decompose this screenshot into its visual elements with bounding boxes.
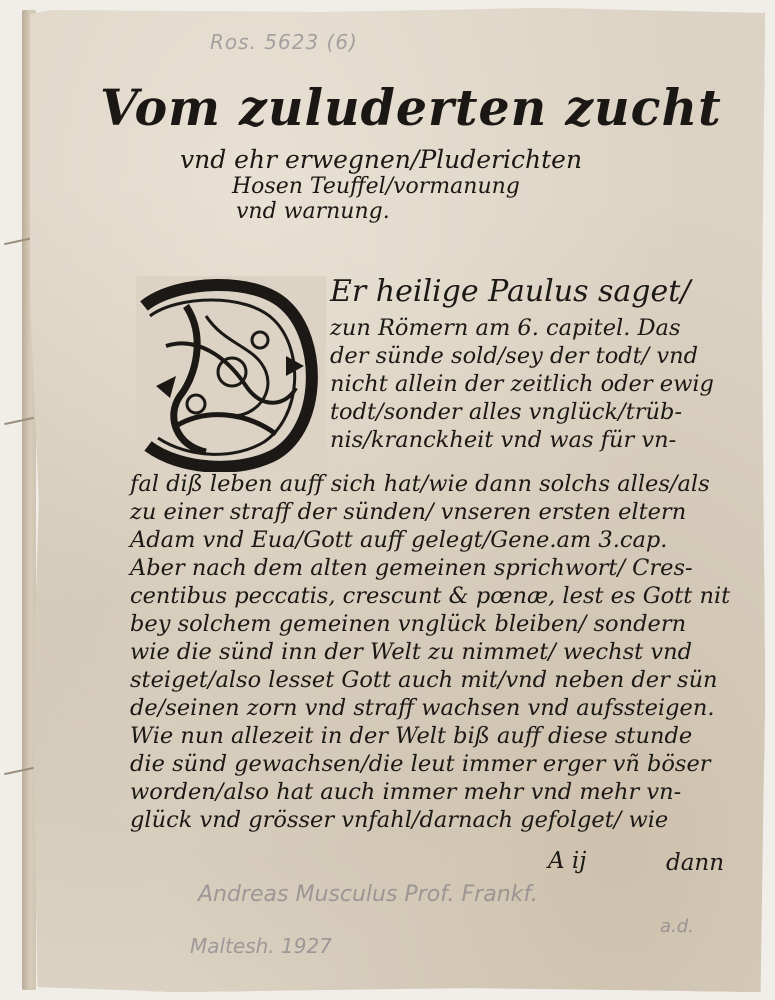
title-line-3: Hosen Teuffel/vormanung: [232, 174, 520, 199]
body-line: Aber nach dem alten gemeinen sprichwort/ Cres-: [130, 555, 693, 581]
body-line: nis/kranckheit vnd was für vn-: [330, 427, 677, 453]
handwritten-note: a.d.: [660, 916, 694, 937]
body-line: die sünd gewachsen/die leut immer erger vñ böser: [130, 751, 711, 777]
body-line: Wie nun allezeit in der Welt biß auff diese stunde: [130, 723, 693, 749]
title-line-4: vnd warnung.: [236, 199, 390, 224]
body-line: de/seinen zorn vnd straff wachsen vnd aufssteigen.: [130, 695, 715, 721]
decorated-initial-letter: [136, 276, 326, 472]
document-title: [100, 78, 722, 224]
body-line: steiget/also lesset Gott auch mit/vnd neben der sün: [130, 667, 718, 693]
body-line: zun Römern am 6. capitel. Das: [330, 315, 681, 341]
body-line: fal diß leben auff sich hat/wie dann solchs alles/als: [130, 471, 710, 497]
body-line: worden/also hat auch immer mehr vnd mehr vn-: [130, 779, 682, 805]
body-line: wie die sünd inn der Welt zu nimmet/ wechst vnd: [130, 639, 692, 665]
body-line: zu einer straff der sünden/ vnseren ersten eltern: [130, 499, 687, 525]
handwritten-note: Andreas Musculus Prof. Frankf.: [198, 882, 538, 907]
body-line: nicht allein der zeitlich oder ewig: [330, 371, 714, 397]
body-line: Er heilige Paulus saget/: [330, 274, 691, 309]
body-line: der sünde sold/sey der todt/ vnd: [330, 343, 699, 369]
title-line-1: Vom zuluderten zucht: [100, 78, 722, 137]
title-line-2: vnd ehr erwegnen/Pluderichten: [180, 145, 583, 174]
signature-mark: A ij: [548, 848, 587, 874]
body-line: todt/sonder alles vnglück/trüb-: [330, 399, 683, 425]
catchword: dann: [666, 850, 725, 876]
body-line: centibus peccatis, crescunt & pœnæ, lest es Gott nit: [130, 583, 731, 609]
handwritten-note: Maltesh. 1927: [190, 934, 332, 958]
body-line: Adam vnd Eua/Gott auff gelegt/Gene.am 3.cap.: [130, 527, 668, 553]
catalog-number: Ros. 5623 (6): [210, 30, 358, 54]
body-line: bey solchem gemeinen vnglück bleiben/ sondern: [130, 611, 687, 637]
body-line: glück vnd grösser vnfahl/darnach gefolget/ wie: [130, 807, 669, 833]
